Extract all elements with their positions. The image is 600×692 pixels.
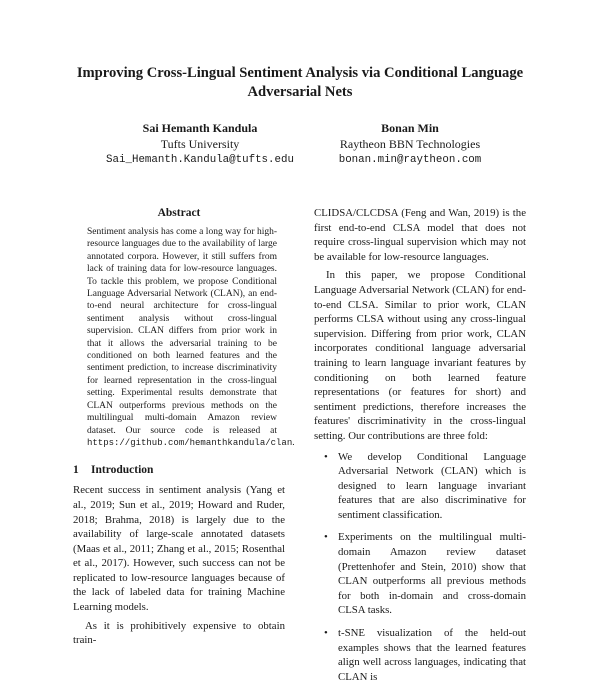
author-name: Bonan Min [381,121,439,135]
contribution-text: Experiments on the multilingual multi-domain Amazon review dataset (Prettenhofer and Stein, 2010) show that CLAN outperforms all previous methods for both in-domain and cross-domain CLSA tasks. [338,531,526,617]
bullet-icon: • [324,627,328,640]
author-email: bonan.min@raytheon.com [338,154,482,166]
abstract-text [87,226,295,449]
author-affiliation: Tufts University [160,137,240,151]
author-block-1 [80,120,320,168]
list-item [314,530,526,618]
intro-paragraph-2: As it is prohibitively expensive to obtain train- [73,619,285,647]
abstract-end: . [292,437,295,448]
right-paragraph-1: CLIDSA/CLCDSA (Feng and Wan, 2019) is the first end-to-end CLSA model that does not require cross-lingual supervision which may not be available for low-resource languages. [314,207,526,263]
title-line-1: Improving Cross-Lingual Sentiment Analysis via Conditional Language [76,65,524,81]
contribution-text: We develop Conditional Language Adversarial Network (CLAN) which is designed to learn language invariant features that are also discriminative for sentiment classification. [338,450,526,521]
intro-paragraph-1: Recent success in sentiment analysis (Yang et al., 2019; Sun et al., 2019; Howard and Ruder, 2018; Brahma, 2018) is largely due to the availability of large-scale annotated datasets (Maas et al., 2011; Zhang et al., 2015; Rosenthal et al., 2017). However, such success can not be replicated to low-resource languages because of the lack of labeled data for training Machine Learning models. [73,484,285,614]
paper-title [40,64,560,102]
right-paragraph-2: In this paper, we propose Conditional Language Adversarial Network (CLAN) for end-to-end CLSA. Similar to prior work, CLAN performs CLSA without using any cross-lingual supervision. Differing from prior work, CLAN incorporates conditional language adversarial training to learn language invariant features by conditioning on both learned feature representations (or features for short) and sentiment predictions, therefore increases the features' discriminativity in the cross-lingual setting. Our contributions are three fold: [314,269,526,442]
contribution-text: t-SNE visualization of the held-out examples shows that the learned features align well across languages, indicating that CLAN is [338,627,526,683]
right-column [314,206,526,692]
bullet-icon: • [324,531,328,544]
left-column [73,206,295,648]
list-item [314,450,526,523]
abstract-body: Sentiment analysis has come a long way for high-resource languages due to the availability of large annotated corpora. However, it still suffers from lack of training data for low-resource languages. To tackle this problem, we propose Conditional Language Adversarial Network (CLAN), an end-to-end neural architecture for cross-lingual sentiment analysis without cross-lingual supervision. CLAN differs from prior work in that it allows the adversarial training to be conditioned on both learned features and the sentiment prediction, to increase discriminativity for learned representation in the cross-lingual setting. Experimental results demonstrate that CLAN outperforms previous methods on the multilingual multi-domain Amazon review dataset. Our source code is released at [87,227,277,436]
author-affiliation: Raytheon BBN Technologies [339,137,481,151]
author-block-2 [300,120,520,168]
title-line-2: Adversarial Nets [247,84,353,100]
author-email: Sai_Hemanth.Kandula@tufts.edu [106,154,294,166]
list-item [314,626,526,684]
section-title: Introduction [91,464,154,477]
abstract-heading: Abstract [157,207,201,219]
section-heading-introduction [73,463,285,477]
contributions-list [314,450,526,685]
bullet-icon: • [324,450,328,463]
section-number: 1 [73,464,79,477]
source-code-link[interactable]: https://github.com/hemanthkandula/clan [87,437,293,448]
author-name: Sai Hemanth Kandula [142,121,258,135]
